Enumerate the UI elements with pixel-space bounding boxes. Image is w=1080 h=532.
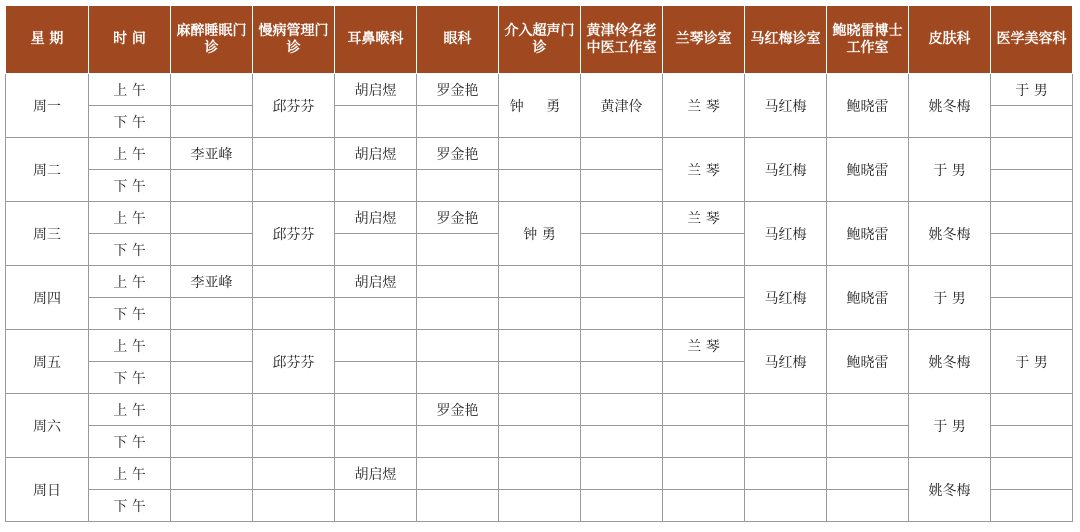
cell (335, 394, 417, 426)
cell (171, 426, 253, 458)
cell (663, 298, 745, 330)
cell (417, 490, 499, 522)
cell: 马红梅 (745, 266, 827, 330)
cell: 罗金艳 (417, 138, 499, 170)
cell: 姚冬梅 (909, 330, 991, 394)
cell (499, 138, 581, 170)
day-label: 周三 (6, 202, 89, 266)
time-am: 上 午 (89, 138, 171, 170)
cell (417, 106, 499, 138)
cell (581, 490, 663, 522)
col-header-ent: 耳鼻喉科 (335, 6, 417, 74)
cell: 胡启煜 (335, 74, 417, 106)
cell: 鲍晓雷 (827, 74, 909, 138)
cell (417, 362, 499, 394)
cell (581, 234, 663, 266)
cell: 邱芬芬 (253, 202, 335, 266)
cell (253, 266, 335, 298)
cell (253, 426, 335, 458)
cell: 姚冬梅 (909, 458, 991, 522)
cell: 兰 琴 (663, 202, 745, 234)
time-am: 上 午 (89, 458, 171, 490)
cell (335, 426, 417, 458)
cell: 胡启煜 (335, 458, 417, 490)
day-label: 周日 (6, 458, 89, 522)
cell (663, 490, 745, 522)
cell: 鲍晓雷 (827, 266, 909, 330)
day-label: 周四 (6, 266, 89, 330)
time-pm: 下 午 (89, 362, 171, 394)
cell: 李亚峰 (171, 266, 253, 298)
cell (335, 490, 417, 522)
cell (171, 490, 253, 522)
cell (499, 490, 581, 522)
cell: 鲍晓雷 (827, 330, 909, 394)
table-row (6, 266, 1073, 298)
cell: 姚冬梅 (909, 74, 991, 138)
cell (581, 170, 663, 202)
time-am: 上 午 (89, 202, 171, 234)
cell (581, 298, 663, 330)
cell (663, 394, 745, 426)
cell (499, 170, 581, 202)
cell (663, 362, 745, 394)
cell (417, 170, 499, 202)
cell (253, 458, 335, 490)
cell (499, 394, 581, 426)
cell (499, 458, 581, 490)
header-row (6, 6, 1073, 74)
time-pm: 下 午 (89, 170, 171, 202)
cell (581, 394, 663, 426)
cell: 兰 琴 (663, 330, 745, 362)
cell (745, 426, 827, 458)
cell (171, 74, 253, 106)
cell: 于 男 (909, 138, 991, 202)
cell (171, 234, 253, 266)
cell (581, 330, 663, 362)
cell: 鲍晓雷 (827, 202, 909, 266)
col-header-weekday: 星 期 (6, 6, 89, 74)
cell: 钟 勇 (499, 74, 581, 138)
cell (417, 266, 499, 298)
cell (991, 266, 1073, 298)
cell (499, 426, 581, 458)
cell (417, 234, 499, 266)
cell: 胡启煜 (335, 138, 417, 170)
cell: 邱芬芬 (253, 74, 335, 138)
cell (581, 202, 663, 234)
time-am: 上 午 (89, 394, 171, 426)
cell: 兰 琴 (663, 74, 745, 138)
cell (991, 234, 1073, 266)
cell (991, 394, 1073, 426)
cell (745, 394, 827, 426)
table-row (6, 458, 1073, 490)
cell: 于 男 (909, 266, 991, 330)
cell (171, 298, 253, 330)
cell (253, 138, 335, 170)
cell (581, 138, 663, 170)
cell (991, 106, 1073, 138)
cell (745, 458, 827, 490)
cell (581, 458, 663, 490)
cell (171, 170, 253, 202)
cell (499, 298, 581, 330)
cell (991, 138, 1073, 170)
table-row (6, 394, 1073, 426)
cell (171, 394, 253, 426)
clinic-schedule-table (5, 5, 1073, 522)
cell (499, 362, 581, 394)
cell: 黄津伶 (581, 74, 663, 138)
cell (499, 330, 581, 362)
cell: 兰 琴 (663, 138, 745, 202)
col-header-cosmetic: 医学美容科 (991, 6, 1073, 74)
cell: 胡启煜 (335, 266, 417, 298)
cell: 马红梅 (745, 138, 827, 202)
day-label: 周六 (6, 394, 89, 458)
day-label: 周五 (6, 330, 89, 394)
cell: 马红梅 (745, 74, 827, 138)
table-row (6, 202, 1073, 234)
cell (417, 330, 499, 362)
time-pm: 下 午 (89, 298, 171, 330)
cell: 马红梅 (745, 330, 827, 394)
cell (663, 426, 745, 458)
col-header-chronic: 慢病管理门诊 (253, 6, 335, 74)
cell: 于 男 (991, 74, 1073, 106)
cell (991, 458, 1073, 490)
col-header-mahongmei: 马红梅诊室 (745, 6, 827, 74)
cell (663, 266, 745, 298)
cell (335, 234, 417, 266)
cell (991, 490, 1073, 522)
cell (417, 298, 499, 330)
cell (991, 202, 1073, 234)
cell (335, 170, 417, 202)
cell (253, 394, 335, 426)
cell (991, 170, 1073, 202)
cell (171, 106, 253, 138)
cell (171, 330, 253, 362)
cell (581, 266, 663, 298)
cell (335, 330, 417, 362)
cell: 钟 勇 (499, 202, 581, 266)
time-pm: 下 午 (89, 426, 171, 458)
col-header-baoxiaolei: 鲍晓雷博士工作室 (827, 6, 909, 74)
cell: 罗金艳 (417, 202, 499, 234)
cell (253, 170, 335, 202)
cell: 胡启煜 (335, 202, 417, 234)
time-am: 上 午 (89, 74, 171, 106)
col-header-eye: 眼科 (417, 6, 499, 74)
time-pm: 下 午 (89, 234, 171, 266)
cell (991, 426, 1073, 458)
cell (417, 458, 499, 490)
cell (335, 106, 417, 138)
table-row (6, 74, 1073, 106)
cell (499, 266, 581, 298)
cell (171, 458, 253, 490)
cell (827, 458, 909, 490)
cell (991, 298, 1073, 330)
cell (335, 298, 417, 330)
col-header-dermatology: 皮肤科 (909, 6, 991, 74)
cell: 罗金艳 (417, 394, 499, 426)
cell (171, 202, 253, 234)
table-row (6, 138, 1073, 170)
time-pm: 下 午 (89, 106, 171, 138)
cell (581, 426, 663, 458)
cell (581, 362, 663, 394)
cell: 罗金艳 (417, 74, 499, 106)
col-header-ultrasound: 介入超声门诊 (499, 6, 581, 74)
cell (253, 298, 335, 330)
time-am: 上 午 (89, 266, 171, 298)
cell (827, 394, 909, 426)
cell (663, 458, 745, 490)
cell (827, 426, 909, 458)
cell (663, 234, 745, 266)
cell: 马红梅 (745, 202, 827, 266)
cell: 李亚峰 (171, 138, 253, 170)
cell (171, 362, 253, 394)
col-header-anesthesia: 麻醉睡眠门诊 (171, 6, 253, 74)
time-pm: 下 午 (89, 490, 171, 522)
cell (745, 490, 827, 522)
day-label: 周二 (6, 138, 89, 202)
table-row (6, 330, 1073, 362)
cell: 于 男 (991, 330, 1073, 394)
cell (827, 490, 909, 522)
col-header-lanqin: 兰琴诊室 (663, 6, 745, 74)
col-header-huang: 黄津伶名老中医工作室 (581, 6, 663, 74)
cell (417, 426, 499, 458)
cell: 姚冬梅 (909, 202, 991, 266)
cell: 于 男 (909, 394, 991, 458)
cell (335, 362, 417, 394)
time-am: 上 午 (89, 330, 171, 362)
day-label: 周一 (6, 74, 89, 138)
cell (253, 490, 335, 522)
col-header-time: 时 间 (89, 6, 171, 74)
cell: 邱芬芬 (253, 330, 335, 394)
cell: 鲍晓雷 (827, 138, 909, 202)
